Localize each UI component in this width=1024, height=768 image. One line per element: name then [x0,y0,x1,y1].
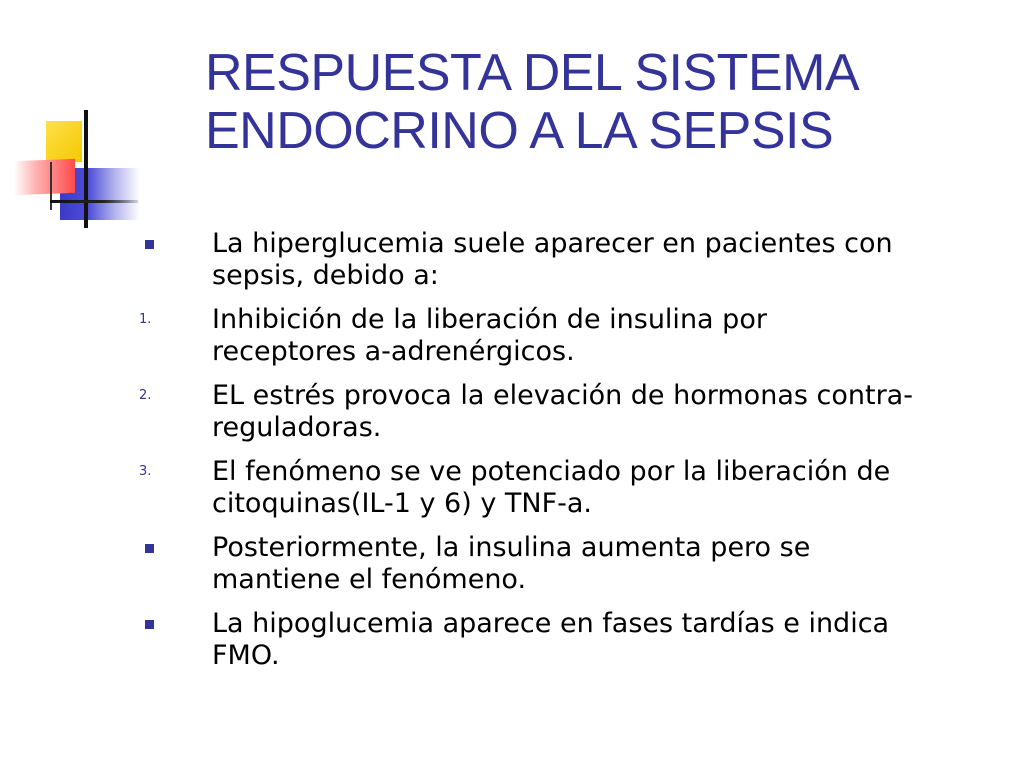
title-line-1: RESPUESTA DEL SISTEMA [205,44,860,102]
title-line-2: ENDOCRINO A LA SEPSIS [205,102,834,160]
list-item [130,380,1010,444]
list-item [130,532,1010,596]
list-item-line: receptores a-adrenérgicos. [212,336,575,367]
number-marker: 3. [139,464,152,479]
slide-body-list [130,228,1010,684]
list-item-line: La hipoglucemia aparece en fases tardías e indica [212,608,890,639]
list-item-line: La hiperglucemia suele aparecer en pacientes con [212,228,893,259]
list-item-line: Posteriormente, la insulina aumenta pero se [212,532,811,563]
list-item-line: EL estrés provoca la elevación de hormonas contra- [212,380,913,411]
number-marker: 1. [139,312,152,327]
list-item-line: El fenómeno se ve potenciado por la liberación de [212,456,891,487]
list-item [130,304,1010,368]
logo-horizontal-line [50,200,138,203]
number-marker: 2. [139,388,152,403]
square-bullet-icon [145,544,154,553]
list-item-line: Inhibición de la liberación de insulina por [212,304,767,335]
list-item-line: FMO. [212,640,280,671]
list-item [130,228,1010,292]
list-item [130,608,1010,672]
square-bullet-icon [145,240,154,249]
list-item [130,456,1010,520]
list-item-line: sepsis, debido a: [212,260,439,291]
yellow-square [46,121,82,162]
list-item-line: mantiene el fenómeno. [212,564,527,595]
list-item-line: reguladoras. [212,412,382,443]
list-item-line: citoquinas(IL-1 y 6) y TNF-a. [212,488,593,519]
decorative-squares-logo [0,0,160,240]
logo-vertical-line [84,110,88,228]
square-bullet-icon [145,620,154,629]
slide-title [205,44,995,160]
red-square [14,159,75,195]
